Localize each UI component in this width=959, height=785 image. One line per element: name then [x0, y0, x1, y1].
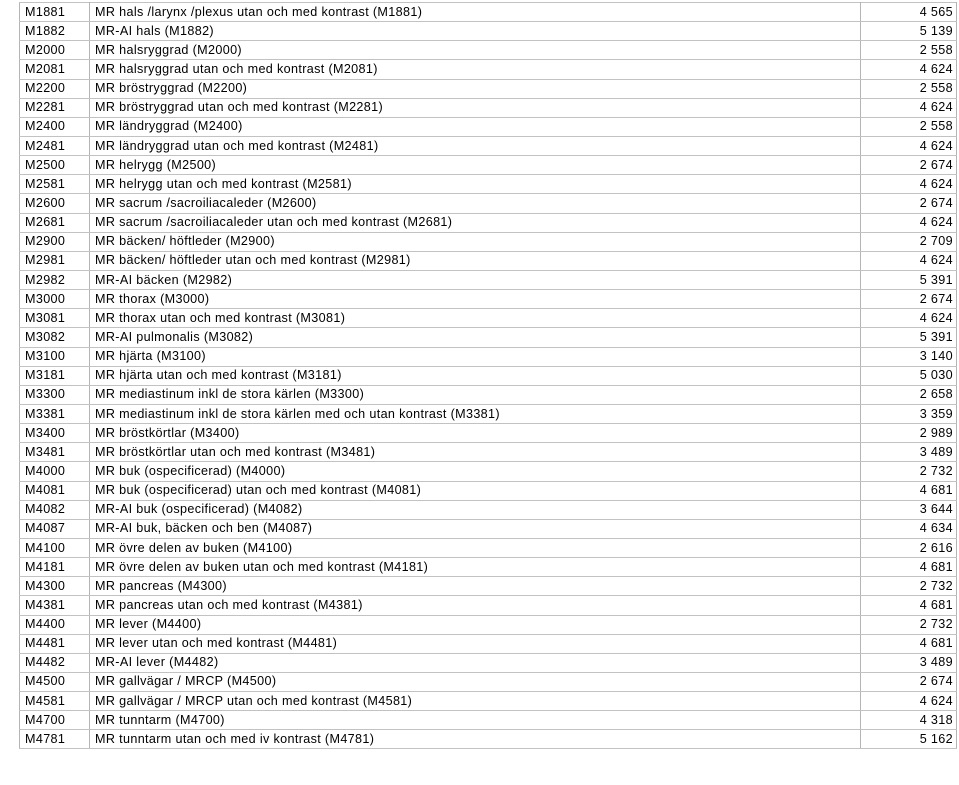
table-row: [20, 404, 957, 423]
procedure-code: M2600: [20, 194, 90, 213]
procedure-price: 2 674: [861, 194, 957, 213]
table-row: [20, 519, 957, 538]
table-row: [20, 60, 957, 79]
procedure-code: M4481: [20, 634, 90, 653]
procedure-code: M4400: [20, 615, 90, 634]
table-row: [20, 596, 957, 615]
procedure-code: M2982: [20, 270, 90, 289]
procedure-code: M3181: [20, 366, 90, 385]
procedure-description: MR mediastinum inkl de stora kärlen med och utan kontrast (M3381): [90, 404, 861, 423]
procedure-code: M2281: [20, 98, 90, 117]
procedure-price: 4 565: [861, 3, 957, 22]
procedure-price: 3 489: [861, 443, 957, 462]
procedure-description: MR bröstryggrad (M2200): [90, 79, 861, 98]
table-row: [20, 653, 957, 672]
procedure-description: MR pancreas (M4300): [90, 577, 861, 596]
procedure-description: MR-AI bäcken (M2982): [90, 270, 861, 289]
procedure-code: M4581: [20, 692, 90, 711]
procedure-code: M4700: [20, 711, 90, 730]
price-list-table: [19, 2, 957, 749]
procedure-code: M3381: [20, 404, 90, 423]
procedure-description: MR lever (M4400): [90, 615, 861, 634]
procedure-code: M2200: [20, 79, 90, 98]
procedure-description: MR gallvägar / MRCP utan och med kontrast (M4581): [90, 692, 861, 711]
procedure-price: 5 139: [861, 22, 957, 41]
procedure-price: 4 681: [861, 634, 957, 653]
procedure-code: M4081: [20, 481, 90, 500]
procedure-description: MR thorax utan och med kontrast (M3081): [90, 309, 861, 328]
procedure-price: 4 624: [861, 60, 957, 79]
procedure-price: 2 732: [861, 577, 957, 596]
table-row: [20, 328, 957, 347]
procedure-code: M3400: [20, 424, 90, 443]
table-row: [20, 443, 957, 462]
procedure-description: MR hals /larynx /plexus utan och med kontrast (M1881): [90, 3, 861, 22]
procedure-description: MR bäcken/ höftleder utan och med kontrast (M2981): [90, 251, 861, 270]
procedure-price: 5 030: [861, 366, 957, 385]
procedure-code: M3000: [20, 290, 90, 309]
procedure-code: M2481: [20, 136, 90, 155]
procedure-description: MR bäcken/ höftleder (M2900): [90, 232, 861, 251]
table-row: [20, 634, 957, 653]
procedure-code: M2500: [20, 156, 90, 175]
procedure-description: MR bröstkörtlar (M3400): [90, 424, 861, 443]
procedure-price: 5 162: [861, 730, 957, 749]
procedure-description: MR ländryggrad utan och med kontrast (M2481): [90, 136, 861, 155]
procedure-code: M4082: [20, 500, 90, 519]
procedure-description: MR halsryggrad (M2000): [90, 41, 861, 60]
procedure-description: MR bröstryggrad utan och med kontrast (M2281): [90, 98, 861, 117]
procedure-description: MR ländryggrad (M2400): [90, 117, 861, 136]
table-row: [20, 481, 957, 500]
table-row: [20, 711, 957, 730]
table-row: [20, 424, 957, 443]
table-row: [20, 156, 957, 175]
procedure-price: 4 681: [861, 596, 957, 615]
procedure-price: 2 732: [861, 462, 957, 481]
procedure-description: MR bröstkörtlar utan och med kontrast (M3481): [90, 443, 861, 462]
table-row: [20, 79, 957, 98]
procedure-description: MR tunntarm (M4700): [90, 711, 861, 730]
procedure-description: MR mediastinum inkl de stora kärlen (M3300): [90, 385, 861, 404]
table-row: [20, 730, 957, 749]
procedure-code: M4781: [20, 730, 90, 749]
procedure-code: M3081: [20, 309, 90, 328]
procedure-price: 3 359: [861, 404, 957, 423]
table-row: [20, 41, 957, 60]
table-row: [20, 117, 957, 136]
procedure-code: M4482: [20, 653, 90, 672]
procedure-price: 4 624: [861, 136, 957, 155]
procedure-code: M4381: [20, 596, 90, 615]
procedure-description: MR övre delen av buken (M4100): [90, 538, 861, 557]
procedure-price: 4 624: [861, 309, 957, 328]
procedure-price: 2 674: [861, 156, 957, 175]
procedure-description: MR sacrum /sacroiliacaleder (M2600): [90, 194, 861, 213]
procedure-price: 2 989: [861, 424, 957, 443]
procedure-price: 3 140: [861, 347, 957, 366]
table-row: [20, 558, 957, 577]
table-row: [20, 462, 957, 481]
table-row: [20, 251, 957, 270]
procedure-price: 4 624: [861, 175, 957, 194]
procedure-price: 4 681: [861, 558, 957, 577]
procedure-description: MR hjärta (M3100): [90, 347, 861, 366]
procedure-code: M4300: [20, 577, 90, 596]
procedure-price: 5 391: [861, 270, 957, 289]
procedure-price: 2 674: [861, 290, 957, 309]
table-row: [20, 672, 957, 691]
table-row: [20, 3, 957, 22]
procedure-description: MR gallvägar / MRCP (M4500): [90, 672, 861, 691]
procedure-code: M1882: [20, 22, 90, 41]
procedure-price: 4 624: [861, 692, 957, 711]
procedure-price: 2 674: [861, 672, 957, 691]
procedure-code: M2581: [20, 175, 90, 194]
procedure-description: MR buk (ospecificerad) utan och med kontrast (M4081): [90, 481, 861, 500]
price-list-body: [20, 3, 957, 749]
procedure-description: MR pancreas utan och med kontrast (M4381): [90, 596, 861, 615]
procedure-description: MR övre delen av buken utan och med kontrast (M4181): [90, 558, 861, 577]
procedure-price: 3 489: [861, 653, 957, 672]
procedure-price: 4 681: [861, 481, 957, 500]
table-row: [20, 194, 957, 213]
procedure-code: M4100: [20, 538, 90, 557]
procedure-description: MR helrygg utan och med kontrast (M2581): [90, 175, 861, 194]
procedure-price: 2 558: [861, 41, 957, 60]
table-row: [20, 270, 957, 289]
procedure-code: M4500: [20, 672, 90, 691]
procedure-description: MR-AI buk, bäcken och ben (M4087): [90, 519, 861, 538]
procedure-code: M2681: [20, 213, 90, 232]
table-row: [20, 136, 957, 155]
procedure-price: 4 624: [861, 251, 957, 270]
table-row: [20, 98, 957, 117]
procedure-price: 4 624: [861, 98, 957, 117]
procedure-code: M4000: [20, 462, 90, 481]
procedure-description: MR thorax (M3000): [90, 290, 861, 309]
procedure-price: 2 558: [861, 117, 957, 136]
procedure-description: MR-AI hals (M1882): [90, 22, 861, 41]
table-row: [20, 577, 957, 596]
table-row: [20, 290, 957, 309]
procedure-code: M3082: [20, 328, 90, 347]
procedure-price: 2 732: [861, 615, 957, 634]
procedure-code: M1881: [20, 3, 90, 22]
table-row: [20, 309, 957, 328]
table-row: [20, 615, 957, 634]
procedure-description: MR halsryggrad utan och med kontrast (M2081): [90, 60, 861, 79]
procedure-description: MR helrygg (M2500): [90, 156, 861, 175]
procedure-price: 4 624: [861, 213, 957, 232]
procedure-description: MR-AI pulmonalis (M3082): [90, 328, 861, 347]
procedure-code: M4087: [20, 519, 90, 538]
table-row: [20, 232, 957, 251]
procedure-code: M3481: [20, 443, 90, 462]
procedure-code: M2981: [20, 251, 90, 270]
table-row: [20, 175, 957, 194]
table-row: [20, 213, 957, 232]
table-row: [20, 22, 957, 41]
procedure-description: MR lever utan och med kontrast (M4481): [90, 634, 861, 653]
procedure-price: 5 391: [861, 328, 957, 347]
procedure-price: 2 558: [861, 79, 957, 98]
procedure-price: 3 644: [861, 500, 957, 519]
procedure-code: M2900: [20, 232, 90, 251]
procedure-description: MR sacrum /sacroiliacaleder utan och med kontrast (M2681): [90, 213, 861, 232]
table-row: [20, 366, 957, 385]
table-row: [20, 538, 957, 557]
procedure-code: M2081: [20, 60, 90, 79]
procedure-description: MR buk (ospecificerad) (M4000): [90, 462, 861, 481]
procedure-code: M4181: [20, 558, 90, 577]
procedure-description: MR hjärta utan och med kontrast (M3181): [90, 366, 861, 385]
procedure-price: 4 634: [861, 519, 957, 538]
procedure-code: M2400: [20, 117, 90, 136]
procedure-description: MR-AI lever (M4482): [90, 653, 861, 672]
procedure-code: M3300: [20, 385, 90, 404]
procedure-code: M3100: [20, 347, 90, 366]
procedure-code: M2000: [20, 41, 90, 60]
procedure-price: 2 658: [861, 385, 957, 404]
procedure-price: 2 616: [861, 538, 957, 557]
table-row: [20, 385, 957, 404]
table-row: [20, 500, 957, 519]
table-row: [20, 347, 957, 366]
table-row: [20, 692, 957, 711]
procedure-description: MR-AI buk (ospecificerad) (M4082): [90, 500, 861, 519]
procedure-price: 2 709: [861, 232, 957, 251]
procedure-price: 4 318: [861, 711, 957, 730]
procedure-description: MR tunntarm utan och med iv kontrast (M4781): [90, 730, 861, 749]
